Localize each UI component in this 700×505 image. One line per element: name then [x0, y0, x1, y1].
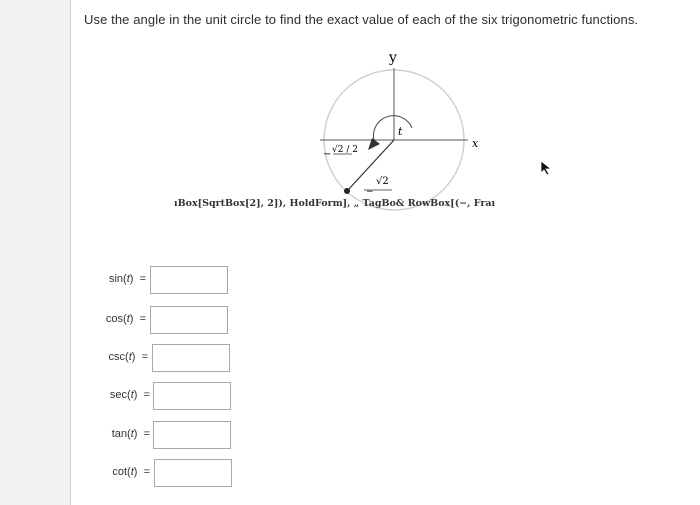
point-x-label: √2 / 2	[332, 145, 358, 155]
point-x-minus: −	[323, 149, 332, 160]
cot-answer-input[interactable]	[154, 459, 232, 487]
question-text: Use the angle in the unit circle to find the exact value of each of the six trigonometric functions.	[84, 12, 639, 27]
sin-row	[96, 266, 146, 294]
render-error-text: ıBox[SqrtBox[2], 2]), HoldForm], „ TagBo& RowBox[(−, Fraı	[174, 198, 496, 209]
tan-label: tan(t) =	[111, 428, 150, 440]
point-y-label: √2	[376, 176, 389, 187]
y-axis-label: y	[389, 50, 397, 66]
angle-arc	[374, 116, 412, 140]
sin-answer-input[interactable]	[150, 266, 228, 294]
cos-label: cos(t) =	[105, 313, 146, 325]
csc-label: csc(t) =	[108, 351, 148, 363]
point-y-minus: −	[366, 187, 374, 197]
sec-row	[96, 382, 150, 410]
csc-answer-input[interactable]	[152, 344, 230, 372]
terminal-point	[344, 188, 350, 194]
x-axis-label: x	[472, 137, 479, 150]
sin-label: sin(t) =	[108, 273, 146, 285]
cot-label: cot(t) =	[112, 466, 150, 478]
cos-row	[96, 306, 146, 334]
cos-answer-input[interactable]	[150, 306, 228, 334]
tan-answer-input[interactable]	[153, 421, 231, 449]
sec-answer-input[interactable]	[153, 382, 231, 410]
angle-label: t	[398, 125, 403, 138]
tan-row	[96, 421, 150, 449]
csc-row	[96, 344, 148, 372]
cot-row	[96, 459, 150, 487]
sec-label: sec(t) =	[109, 389, 150, 401]
mouse-pointer-icon	[540, 160, 554, 176]
